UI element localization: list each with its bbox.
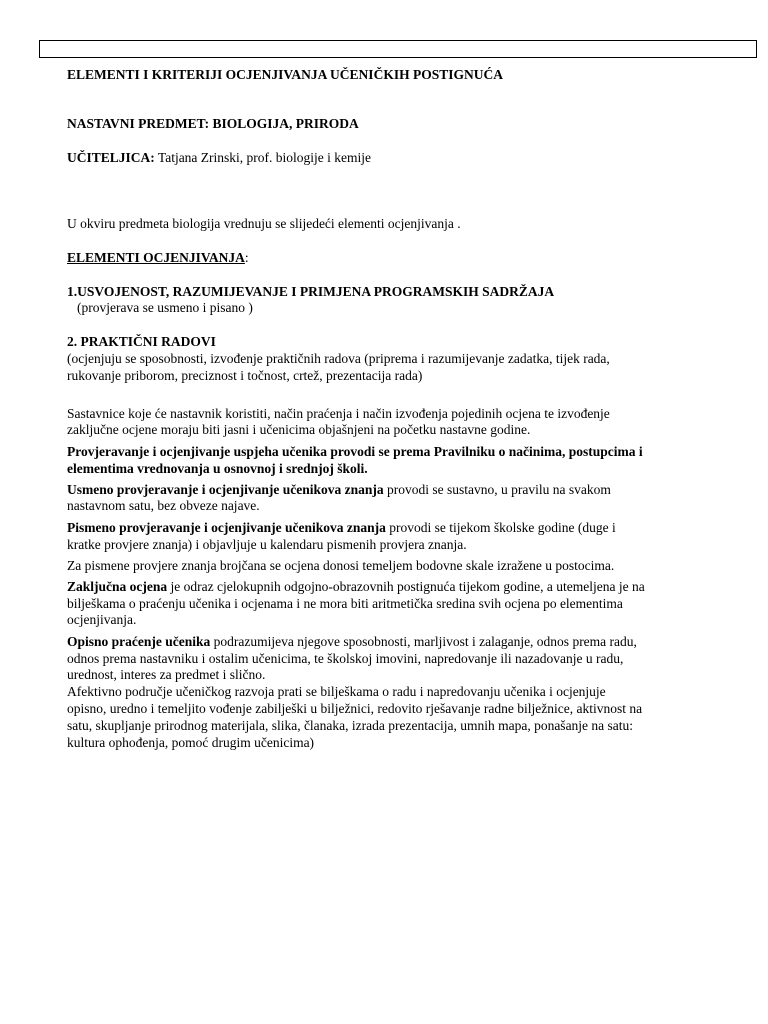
- p3-line2: nastavnom satu, bez obveze najave.: [67, 498, 260, 513]
- p5-line1: Za pismene provjere znanja brojčana se ocjena donosi temeljem bodovne skale izražene u postocima.: [67, 558, 615, 573]
- elements-heading: [67, 250, 249, 266]
- element1-note: (provjerava se usmeno i pisano ): [77, 300, 253, 315]
- element1-title: 1.USVOJENOST, RAZUMIJEVANJE I PRIMJENA PROGRAMSKIH SADRŽAJA: [67, 284, 555, 299]
- p4-bold: Pismeno provjeravanje i ocjenjivanje učenikova znanja: [67, 520, 386, 535]
- p7-line3: urednost, interes za predmet i slično.: [67, 667, 266, 682]
- teacher-line: [67, 150, 371, 166]
- element2-title: 2. PRAKTIČNI RADOVI: [67, 334, 216, 349]
- p8-line2: opisno, uredno i temeljito vođenje zabilješki u bilježnici, redovito rješavanje radne bilježnice, aktivnost na: [67, 701, 643, 716]
- p8-line3: satu, skupljanje prirodnog materijala, slika, članaka, izrada prezentacija, umnih mapa, ponašanje na satu:: [67, 718, 634, 733]
- element2-note-line1: (ocjenjuju se sposobnosti, izvođenje praktičnih radova (priprema i razumijevanje zadatka, tijek rada,: [67, 351, 610, 366]
- element2-note-line2: rukovanje priborom, preciznost i točnost, crtež, prezentacija rada): [67, 368, 423, 383]
- elements-heading-text: ELEMENTI OCJENJIVANJA: [67, 250, 245, 265]
- p6-line2: bilješkama o praćenju učenika i ocjenama i ne mora biti aritmetička sredina svih ocjena po elementima: [67, 596, 623, 611]
- elements-heading-colon: :: [244, 250, 249, 265]
- p3-bold: Usmeno provjeravanje i ocjenjivanje učenikova znanja: [67, 482, 384, 497]
- p2-line2: elementima vrednovanja u osnovnoj i srednjoj školi.: [67, 461, 368, 476]
- p7-line2: odnos prema nastavniku i ostalim učenicima, te školskoj imovini, napredovanje ili nazadovanje u radu,: [67, 651, 624, 666]
- p6-line1: [67, 579, 645, 595]
- document-title: ELEMENTI I KRITERIJI OCJENJIVANJA UČENIČKIH POSTIGNUĆA: [67, 67, 503, 82]
- p6-rest: je odraz cjelokupnih odgojno-obrazovnih postignuća tijekom godine, a utemeljena je na: [167, 579, 645, 594]
- p3-rest: provodi se sustavno, u pravilu na svakom: [383, 482, 611, 497]
- p4-line2: kratke provjere znanja) i objavljuje u kalendaru pismenih provjera znanja.: [67, 537, 467, 552]
- teacher-label: UČITELJICA:: [67, 150, 155, 165]
- p7-bold: Opisno praćenje učenika: [67, 634, 211, 649]
- header-frame: [39, 40, 757, 58]
- p6-line3: ocjenjivanja.: [67, 612, 137, 627]
- p4-rest: provodi se tijekom školske godine (duge i: [385, 520, 616, 535]
- p3-line1: [67, 482, 611, 498]
- p7-line1: [67, 634, 637, 650]
- p6-bold: Zaključna ocjena: [67, 579, 168, 594]
- subject-line: NASTAVNI PREDMET: BIOLOGIJA, PRIRODA: [67, 116, 359, 131]
- p8-line4: kultura ophođenja, pomoć drugim učenicima): [67, 735, 315, 750]
- p1-line1: Sastavnice koje će nastavnik koristiti, način praćenja i način izvođenja pojedinih ocjena te izvođenje: [67, 406, 610, 421]
- intro-text: U okviru predmeta biologija vrednuju se slijedeći elementi ocjenjivanja .: [67, 216, 461, 231]
- teacher-value: Tatjana Zrinski, prof. biologije i kemije: [154, 150, 372, 165]
- p1-line2: zaključne ocjene moraju biti jasni i učenicima objašnjeni na početku nastavne godine.: [67, 422, 531, 437]
- p7-rest: podrazumijeva njegove sposobnosti, marljivost i zalaganje, odnos prema radu,: [210, 634, 637, 649]
- p2-line1: Provjeravanje i ocjenjivanje uspjeha učenika provodi se prema Pravilniku o načinima, postupcima i: [67, 444, 643, 459]
- p4-line1: [67, 520, 616, 536]
- p8-line1: Afektivno područje učeničkog razvoja prati se bilješkama o radu i napredovanju učenika i ocjenjuje: [67, 684, 606, 699]
